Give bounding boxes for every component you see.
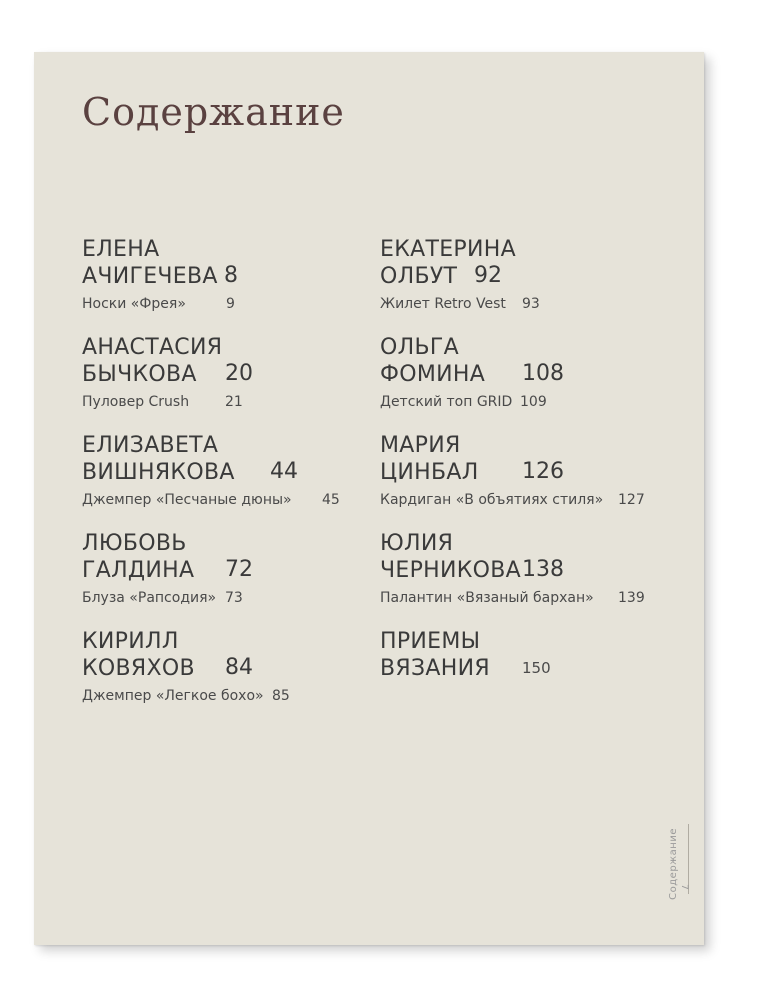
author-page-number: 8 xyxy=(224,263,238,288)
author-last-name: ОЛБУТ xyxy=(380,264,458,289)
author-last-name: КОВЯХОВ xyxy=(82,656,195,681)
author-last-name: БЫЧКОВА xyxy=(82,362,197,387)
toc-entry xyxy=(380,628,680,726)
author-page-number: 20 xyxy=(225,361,253,386)
item-title: Пуловер Crush xyxy=(82,394,190,410)
item-title: Джемпер «Песчаные дюны» xyxy=(82,492,292,508)
item-title: Кардиган «В объятиях стиля» xyxy=(380,492,604,508)
item-title: Палантин «Вязаный бархан» xyxy=(380,590,594,606)
item-page-number: 139 xyxy=(618,590,645,606)
item-page-number: 21 xyxy=(225,394,243,410)
section-page-number: 150 xyxy=(522,659,551,677)
page-title: Содержание xyxy=(82,90,345,134)
author-page-number: 84 xyxy=(225,655,253,680)
page-sheet xyxy=(34,52,704,945)
author-first-name: ЮЛИЯ xyxy=(380,531,454,556)
author-last-name: ВИШНЯКОВА xyxy=(82,460,235,485)
item-page-number: 109 xyxy=(520,394,547,410)
toc-entry xyxy=(380,334,680,432)
running-head-label: Содержание xyxy=(668,828,679,900)
author-first-name: ЕЛЕНА xyxy=(82,237,160,262)
item-title: Носки «Фрея» xyxy=(82,296,186,312)
author-last-name: ФОМИНА xyxy=(380,362,486,387)
author-page-number: 126 xyxy=(522,459,564,484)
author-first-name: КИРИЛЛ xyxy=(82,629,179,654)
section-title-line1: ПРИЕМЫ xyxy=(380,629,481,654)
toc-entry xyxy=(380,432,680,530)
toc-left-column xyxy=(82,236,382,726)
author-last-name: ЧЕРНИКОВА xyxy=(380,558,522,583)
item-page-number: 93 xyxy=(522,296,540,312)
toc-entry xyxy=(380,530,680,628)
author-page-number: 92 xyxy=(474,263,502,288)
item-page-number: 9 xyxy=(226,296,235,312)
author-first-name: ЛЮБОВЬ xyxy=(82,531,187,556)
toc-entry xyxy=(82,530,382,628)
item-title: Детский топ GRID xyxy=(380,394,513,410)
author-page-number: 72 xyxy=(225,557,253,582)
item-page-number: 85 xyxy=(272,688,290,704)
item-title: Жилет Retro Vest xyxy=(380,296,506,312)
toc-entry xyxy=(82,236,382,334)
toc-entry xyxy=(82,432,382,530)
item-page-number: 73 xyxy=(225,590,243,606)
author-page-number: 138 xyxy=(522,557,564,582)
page-number: 7 xyxy=(678,884,689,890)
toc-right-column xyxy=(380,236,680,726)
toc-entry xyxy=(82,628,382,726)
item-title: Блуза «Рапсодия» xyxy=(82,590,217,606)
section-title-line2: ВЯЗАНИЯ xyxy=(380,656,490,681)
author-first-name: МАРИЯ xyxy=(380,433,461,458)
toc-entry xyxy=(82,334,382,432)
author-last-name: ЦИНБАЛ xyxy=(380,460,479,485)
toc-entry xyxy=(380,236,680,334)
author-last-name: АЧИГЕЧЕВА xyxy=(82,264,218,289)
author-page-number: 108 xyxy=(522,361,564,386)
author-first-name: ОЛЬГА xyxy=(380,335,459,360)
item-title: Джемпер «Легкое бохо» xyxy=(82,688,264,704)
author-first-name: АНАСТАСИЯ xyxy=(82,335,223,360)
item-page-number: 45 xyxy=(322,492,340,508)
author-first-name: ЕКАТЕРИНА xyxy=(380,237,516,262)
author-page-number: 44 xyxy=(270,459,298,484)
author-last-name: ГАЛДИНА xyxy=(82,558,195,583)
author-first-name: ЕЛИЗАВЕТА xyxy=(82,433,219,458)
item-page-number: 127 xyxy=(618,492,645,508)
